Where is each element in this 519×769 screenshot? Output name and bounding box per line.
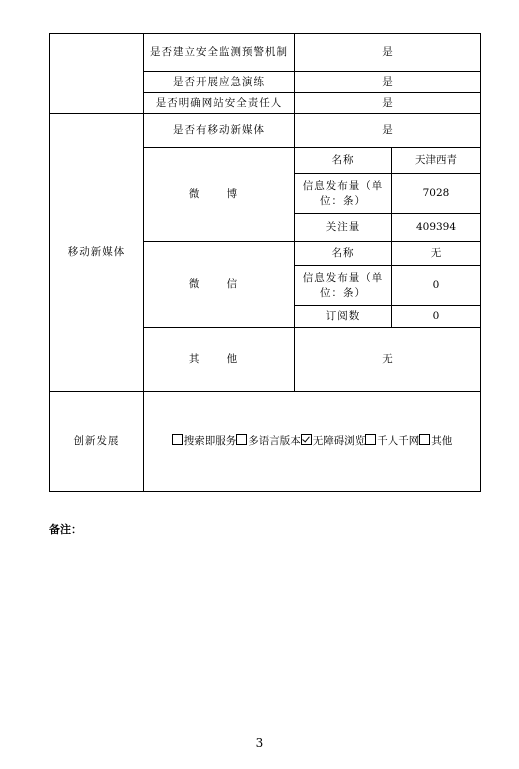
weibo-followers-value: 409394 (392, 214, 481, 242)
section-label-mobile-media: 移动新媒体 (50, 114, 144, 392)
option-label-search-service: 搜索即服务 (183, 435, 237, 447)
weibo-name-value: 天津西青 (392, 148, 481, 174)
row-value-emergency-drill: 是 (295, 72, 481, 93)
wechat-name-label: 名称 (295, 242, 392, 266)
wechat-label: 微 信 (144, 242, 295, 328)
table-row (50, 114, 481, 148)
checkbox-accessible-browsing[interactable] (301, 434, 312, 445)
wechat-name-value: 无 (392, 242, 481, 266)
row-value-has-mobile-media: 是 (295, 114, 481, 148)
innovation-options (172, 435, 453, 447)
weibo-posts-value: 7028 (392, 174, 481, 214)
weibo-posts-label: 信息发布量（单位：条） (295, 174, 392, 214)
table-row (50, 392, 481, 492)
option-label-other: 其他 (431, 435, 453, 447)
row-value-site-responsible: 是 (295, 93, 481, 114)
checkbox-search-service[interactable] (172, 434, 183, 445)
checkbox-other[interactable] (419, 434, 430, 445)
option-label-accessible-browsing: 无障碍浏览 (312, 435, 366, 447)
other-value: 无 (295, 328, 481, 392)
row-label-has-mobile-media: 是否有移动新媒体 (144, 114, 295, 148)
weibo-label: 微 博 (144, 148, 295, 242)
wechat-subscribers-label: 订阅数 (295, 306, 392, 328)
wechat-posts-label: 信息发布量（单位：条） (295, 266, 392, 306)
option-label-personalized-site: 千人千网 (377, 435, 420, 447)
blank-section-cell (50, 34, 144, 114)
row-label-security-monitoring: 是否建立安全监测预警机制 (144, 34, 295, 72)
checkbox-multi-language[interactable] (236, 434, 247, 445)
page-number: 3 (255, 736, 264, 750)
weibo-name-label: 名称 (295, 148, 392, 174)
weibo-followers-label: 关注量 (295, 214, 392, 242)
innovation-options-cell (144, 392, 481, 492)
report-table (49, 33, 481, 492)
table-row (50, 34, 481, 72)
note-label: 备注： (49, 523, 82, 536)
section-label-innovation: 创新发展 (50, 392, 144, 492)
row-label-site-responsible: 是否明确网站安全责任人 (144, 93, 295, 114)
other-label: 其 他 (144, 328, 295, 392)
wechat-subscribers-value: 0 (392, 306, 481, 328)
checkbox-personalized-site[interactable] (365, 434, 376, 445)
row-value-security-monitoring: 是 (295, 34, 481, 72)
option-label-multi-language: 多语言版本 (248, 435, 301, 447)
wechat-posts-value: 0 (392, 266, 481, 306)
row-label-emergency-drill: 是否开展应急演练 (144, 72, 295, 93)
